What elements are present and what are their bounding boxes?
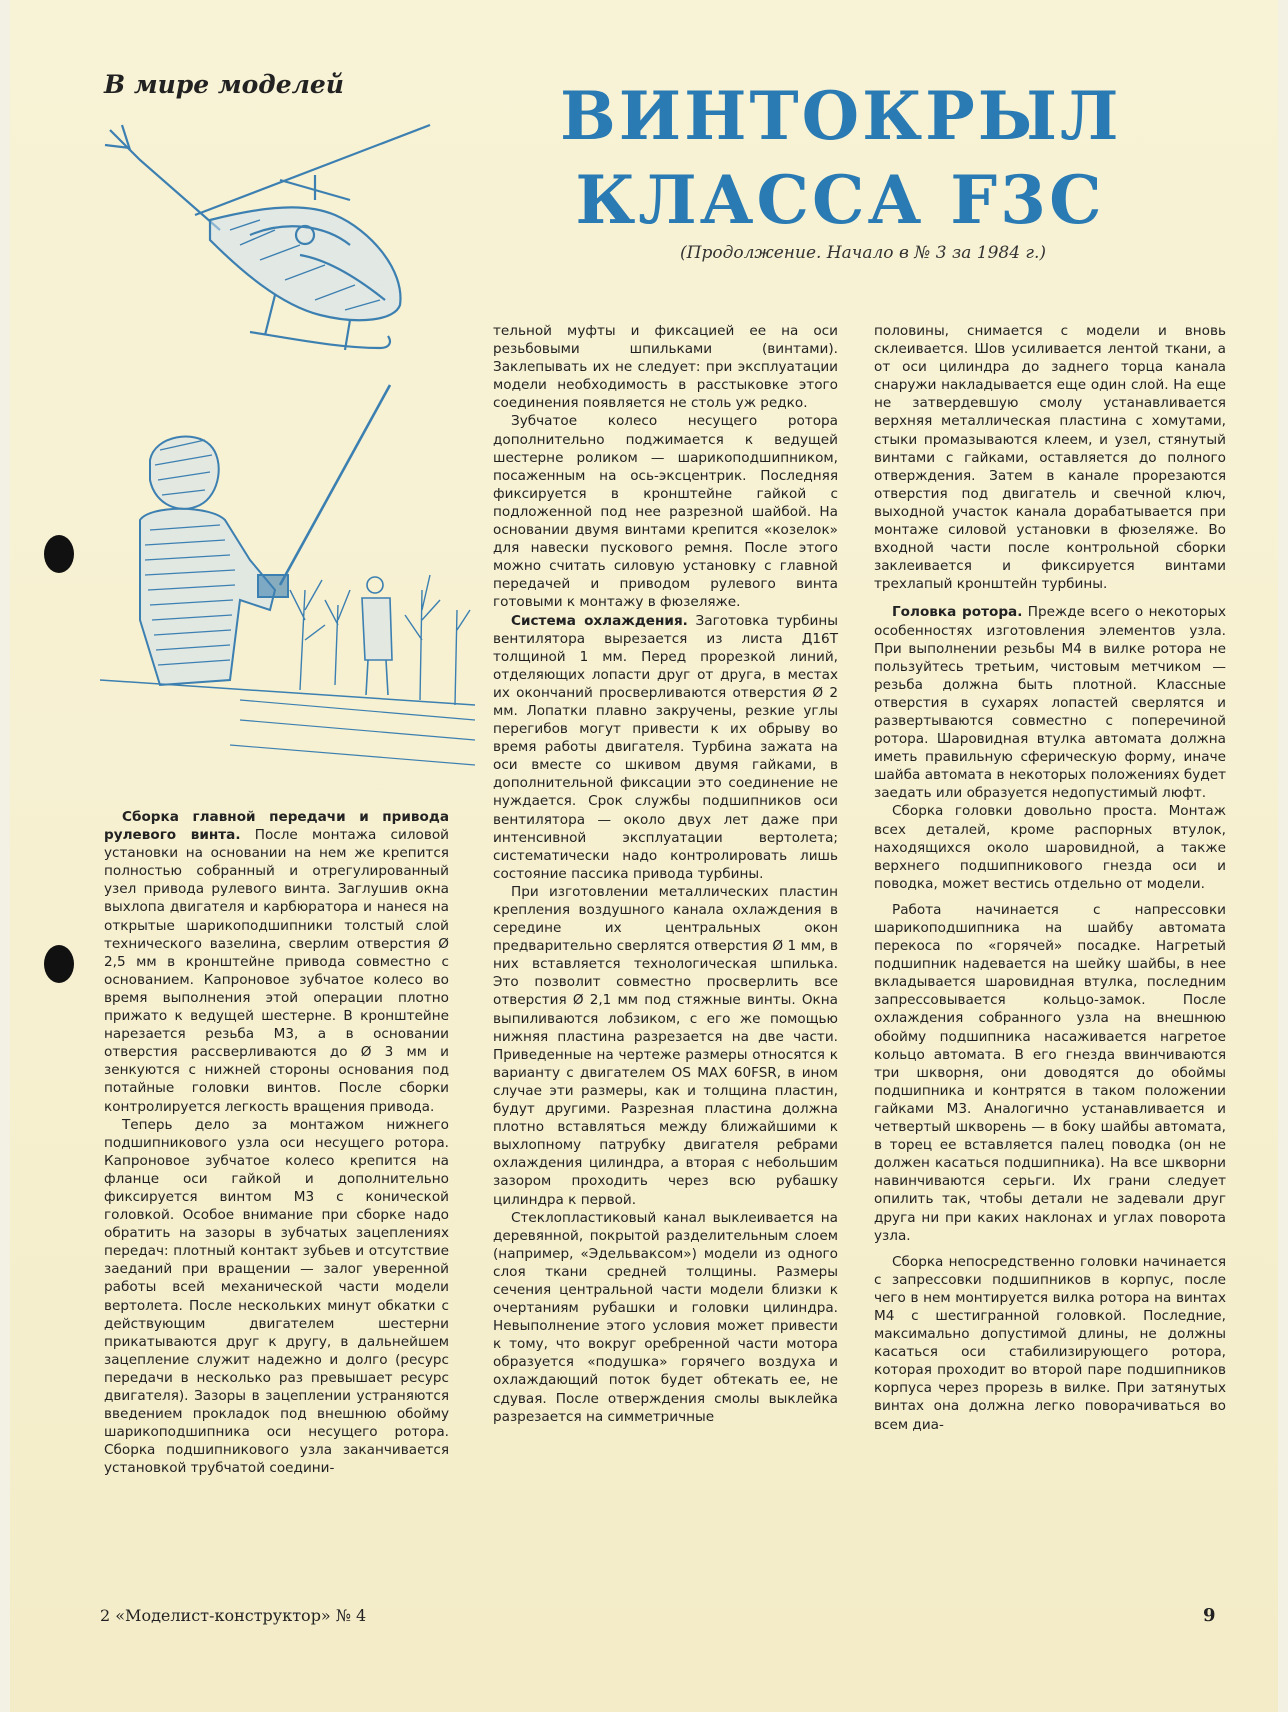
article-illustration bbox=[100, 120, 475, 780]
title-line-2: КЛАССА F3C bbox=[575, 161, 1105, 239]
binder-hole-bottom bbox=[44, 945, 74, 983]
article-title bbox=[560, 74, 1120, 242]
subheading-main-drive: Сборка главной передачи и привода рулевого винта. bbox=[104, 809, 449, 844]
footer-issue-info: 2 «Моделист-конструктор» № 4 bbox=[100, 1606, 367, 1625]
paragraph: После монтажа силовой установки на основании на нем же крепится полностью собранный и отрегулированный узел привода рулевого винта. Заглушив окна выхлопа двигателя и карбюратора и нанеся на открытые шарикоподшипники толстый слой технического вазелина, сверлим отверстия Ø 2,5 мм в кронштейне привода совместно с основанием. Капроновое зубчатое колесо во время выполнения этой операции плотно прижато к ведущей шестерне. В кронштейне нарезается резьба М3, а в основании отверстия рассверливаются до Ø 3 мм и зенкуются с нижней стороны основания под потайные головки винтов. После сборки контролируется легкость вращения привода. bbox=[104, 827, 449, 1115]
paragraph: При изготовлении металлических пластин крепления воздушного канала охлаждения в середине их центральных окон предварительно сверлятся отверстия Ø 1 мм, в них вставляется технологическая шпилька. Это позволит совместно просверлить все отверстия Ø 2,1 мм под стяжные винты. Окна выпиливаются лобзиком, с его же помощью нижняя пластина разрезается на две части. Приведенные на чертеже размеры относятся к варианту с двигателем OS MAX 60FSR, в ином случае эти размеры, как и толщина пластин, будут другими. Разрезная пластина должна плотно вставляться между ближайшими к выхлопному патрубку двигателя ребрами охлаждения цилиндра, а вторая с небольшим зазором проходить через всю рубашку цилиндра к первой. bbox=[493, 883, 838, 1208]
subheading-rotor-head: Головка ротора. bbox=[892, 604, 1023, 621]
section-rubric: В мире моделей bbox=[104, 70, 344, 99]
helicopter-icon bbox=[105, 125, 430, 350]
paragraph: Зубчатое колесо несущего ротора дополнительно поджимается к ведущей шестерне роликом — шарикоподшипником, посаженным на ось-эксцентрик. Последняя фиксируется в кронштейне гайкой с подложенной под нее разрезной шайбой. На основании двумя винтами крепится «козелок» для навески пускового ремня. После этого можно считать силовую установку с главной передачей и приводом рулевого винта готовыми к монтажу в фюзеляже. bbox=[493, 413, 838, 611]
page-number: 9 bbox=[1203, 1605, 1216, 1626]
paragraph: Работа начинается с напрессовки шарикоподшипника на шайбу автомата перекоса по «горячей» посадке. Нагретый подшипник надевается на шейку шайбы, в нее вкладывается шаровидная втулка, последним запрессовывается кольцо-замок. После охлаждения собранного узла на внешнюю обойму подшипника насаживается нагретое кольцо автомата. В его гнезда ввинчиваются три шкворня, они доводятся до обоймы подшипника и контрятся в таком положении гайками М3. Аналогично устанавливается и четвертый шкворень — в боку шайбы автомата, в торец ее вставляется палец поводка (он не должен касаться подшипника). На все шкворни навинчиваются серьги. Их грани следует опилить так, чтобы детали не задевали друг друга ни при каких наклонах и углах поворота узла. bbox=[874, 901, 1226, 1244]
pilot-with-transmitter-icon bbox=[100, 385, 475, 765]
paragraph: Сборка головки довольно проста. Монтаж всех деталей, кроме распорных втулок, находящихся около шаровидной, а также верхнего подшипникового гнезда оси и поводка, может вестись отдельно от модели. bbox=[874, 803, 1226, 892]
paragraph: Прежде всего о некоторых особенностях изготовления элементов узла. При выполнении резьбы М4 в вилке ротора не пользуйтесь третьим, чистовым метчиком — резьба должна быть плотной. Классные отверстия в сухарях лопастей сверлятся и развертываются совместно с поперечиной ротора. Шаровидная втулка автомата должна иметь правильную сферическую форму, иначе шайба автомата в некоторых положениях будет заедать или образуется недопустимый люфт. bbox=[874, 604, 1226, 802]
paragraph: Сборка непосредственно головки начинается с запрессовки подшипников в корпус, после чего в нем монтируется вилка ротора на винтах М4 с шестигранной головкой. Последние, максимально допустимой длины, не должны касаться оси стабилизирующего ротора, которая проходит во второй паре подшипников корпуса через прорезь в вилке. При затянутых винтах она должна легко поворачиваться во всем диа- bbox=[874, 1253, 1226, 1433]
text-column-1 bbox=[104, 808, 449, 1477]
paragraph: Заготовка турбины вентилятора вырезается из листа Д16Т толщиной 1 мм. Перед прорезкой линий, отделяющих лопасти друг от друга, в местах их окончаний просверливаются отверстия Ø 2 мм. Лопатки плавно закручены, резкие углы перегибов могут привести к их обрыву во время работы двигателя. Турбина зажата на оси вместе со шкивом двумя гайками, в дополнительной фиксации это соединение не нуждается. Срок службы подшипников оси вентилятора — около двух лет даже при интенсивной эксплуатации вертолета; систематически надо контролировать лишь состояние пассика привода турбины. bbox=[493, 612, 838, 882]
continuation-note: (Продолжение. Начало в № 3 за 1984 г.) bbox=[680, 243, 1047, 263]
spectator-icon bbox=[362, 577, 392, 695]
binder-hole-top bbox=[44, 535, 74, 573]
text-column-2 bbox=[493, 322, 838, 1426]
paragraph: Теперь дело за монтажом нижнего подшипникового узла оси несущего ротора. Капроновое зубчатое колесо крепится на фланце оси гайкой и дополнительно фиксируется винтом М3 с конической головкой. Особое внимание при сборке надо обратить на зазоры в зубчатых зацеплениях передач: плотный контакт зубьев и отсутствие заеданий при вращении — залог уверенной работы всей механической части модели вертолета. После нескольких минут обкатки с действующим двигателем шестерни прикатываются друг к другу, в дальнейшем зацепление служит надежно и долго (ресурс передачи в несколько раз превышает ресурс двигателя). Зазоры в зацеплении устраняются введением прокладок под внешнюю обойму шарикоподшипника оси несущего ротора. Сборка подшипникового узла заканчивается установкой трубчатой соедини- bbox=[104, 1116, 449, 1477]
text-column-3 bbox=[874, 322, 1226, 1434]
paragraph: тельной муфты и фиксацией ее на оси резьбовыми шпильками (винтами). Заклепывать их не следует: при эксплуатации модели необходимость в расстыковке этого соединения появляется не столь уж редко. bbox=[493, 323, 838, 412]
paragraph: Стеклопластиковый канал выклеивается на деревянной, покрытой разделительным слоем (например, «Эдельваксом») модели из одного слоя ткани средней толщины. Размеры сечения центральной части модели близки к очертаниям рубашки и головки цилиндра. Невыполнение этого условия может привести к тому, что вокруг оребренной части мотора образуется «подушка» горячего воздуха и охлаждающий поток будет обтекать ее, не сдувая. После отверждения смолы выклейка разрезается на симметричные bbox=[493, 1209, 838, 1425]
title-line-1: ВИНТОКРЫЛ bbox=[560, 77, 1122, 155]
subheading-cooling-system: Система охлаждения. bbox=[511, 612, 688, 629]
paragraph: половины, снимается с модели и вновь склеивается. Шов усиливается лентой ткани, а от оси цилиндра до заднего торца канала снаружи накладывается еще один слой. На еще не затвердевшую смолу устанавливается верхняя металлическая пластина с хомутами, стыки промазываются клеем, и узел, стянутый винтами с гайками, оставляется до полного отверждения. Затем в канале прорезаются отверстия под двигатель и свечной ключ, выходной участок канала дорабатывается при монтаже силовой установки в фюзеляже. Во входной части после контрольной сборки заклеивается и фиксируется винтами трехлапый кронштейн турбины. bbox=[874, 323, 1226, 593]
